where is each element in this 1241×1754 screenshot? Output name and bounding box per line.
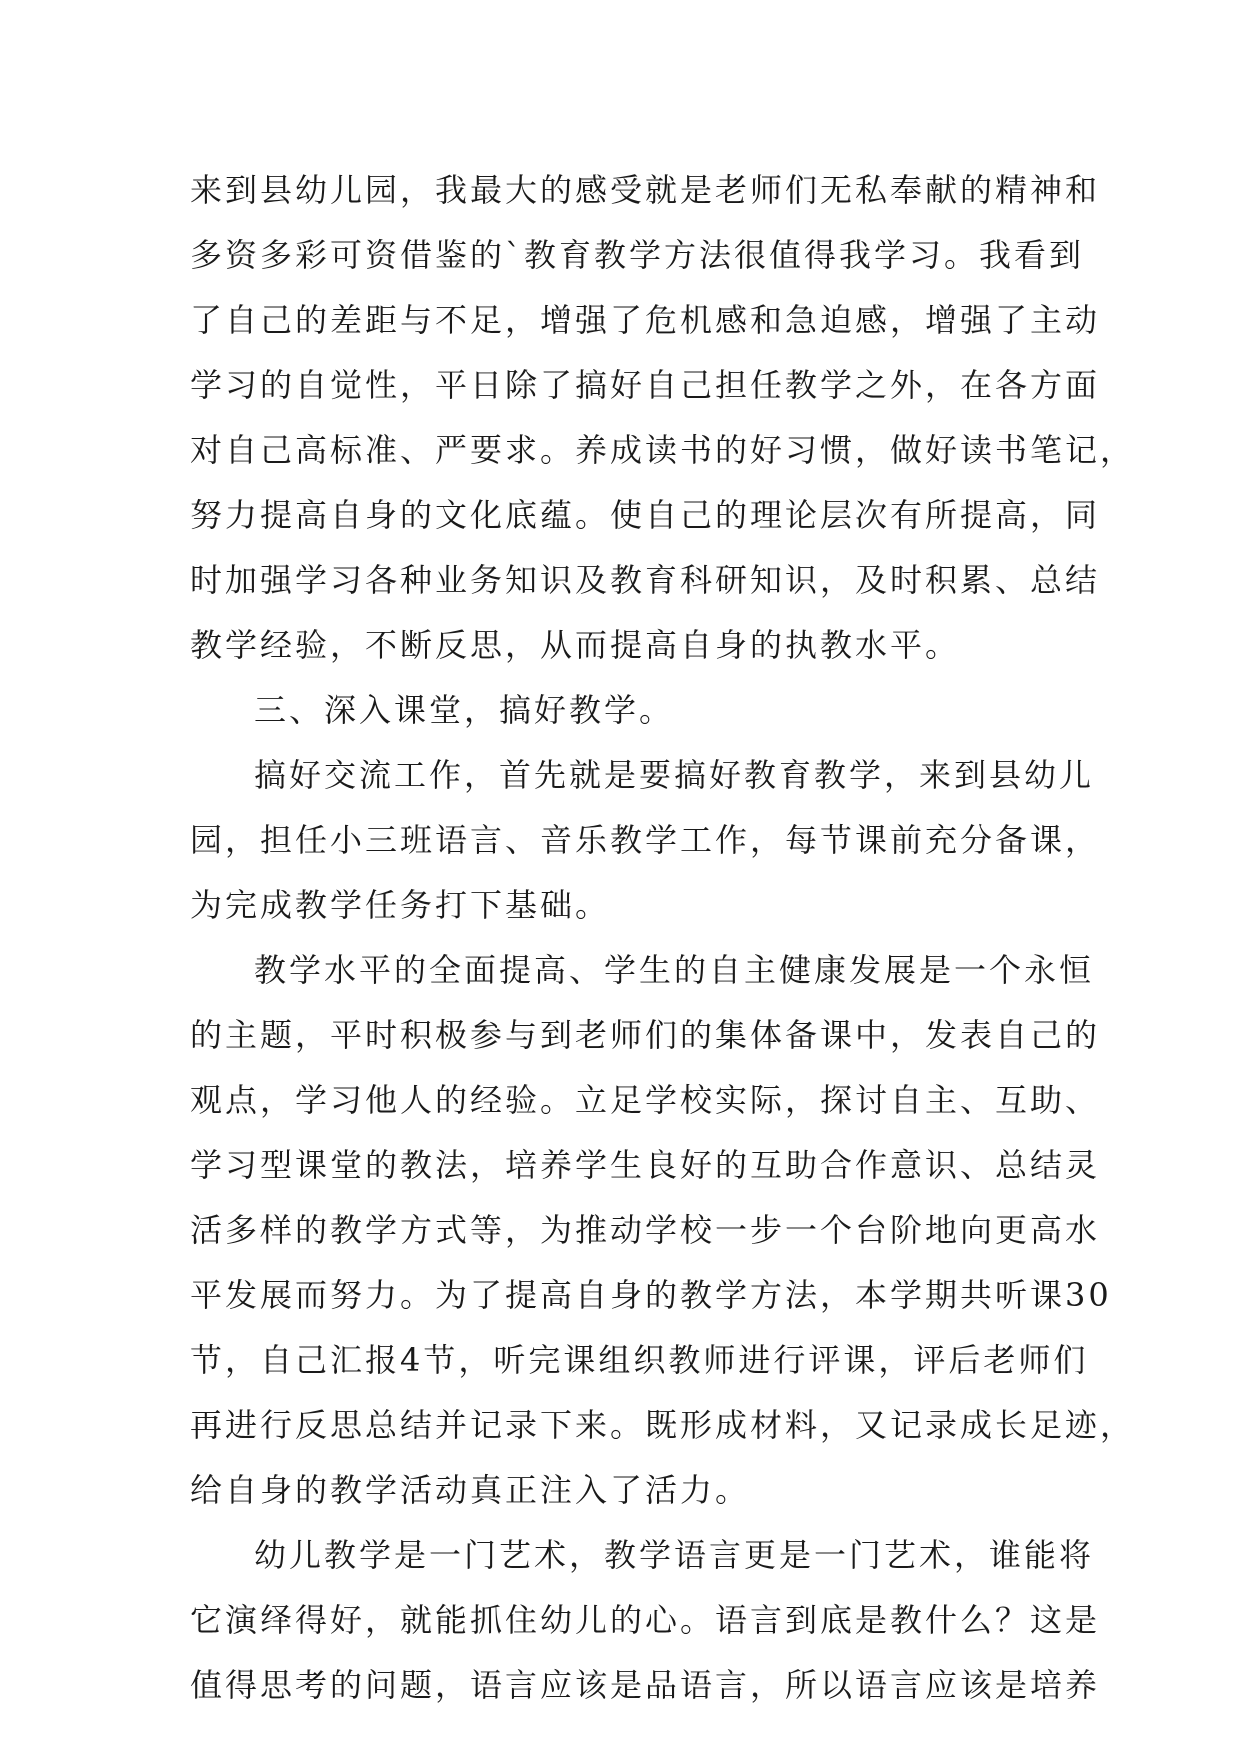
text-line: 为完成教学任务打下基础。	[190, 886, 611, 924]
text-line: 教学经验，不断反思，从而提高自身的执教水平。	[190, 626, 961, 664]
text-line: 的主题，平时积极参与到老师们的集体备课中，发表自己的	[190, 1016, 1101, 1054]
text-line: 多资多彩可资借鉴的`教育教学方法很值得我学习。我看到	[190, 236, 1085, 274]
text-line: 搞好交流工作，首先就是要搞好教育教学，来到县幼儿	[254, 756, 1095, 794]
text-line: 值得思考的问题，语言应该是品语言，所以语言应该是培养	[190, 1666, 1101, 1704]
text-line: 节，自己汇报4节，听完课组织教师进行评课，评后老师们	[190, 1341, 1089, 1379]
text-line: 活多样的教学方式等，为推动学校一步一个台阶地向更高水	[190, 1211, 1101, 1249]
text-line: 教学水平的全面提高、学生的自主健康发展是一个永恒	[254, 951, 1095, 989]
text-line: 给自身的教学活动真正注入了活力。	[190, 1471, 751, 1509]
text-line: 学习的自觉性，平日除了搞好自己担任教学之外，在各方面	[190, 366, 1101, 404]
text-line: 努力提高自身的文化底蕴。使自己的理论层次有所提高，同	[190, 496, 1101, 534]
text-line: 幼儿教学是一门艺术，教学语言更是一门艺术，谁能将	[254, 1536, 1095, 1574]
text-line: 了自己的差距与不足，增强了危机感和急迫感，增强了主动	[190, 301, 1101, 339]
text-line: 平发展而努力。为了提高自身的教学方法，本学期共听课30	[190, 1276, 1112, 1314]
text-line: 再进行反思总结并记录下来。既形成材料，又记录成长足迹，	[190, 1406, 1136, 1444]
text-line: 学习型课堂的教法，培养学生良好的互助合作意识、总结灵	[190, 1146, 1101, 1184]
text-line: 园，担任小三班语言、音乐教学工作，每节课前充分备课，	[190, 821, 1101, 859]
text-line: 对自己高标准、严要求。养成读书的好习惯，做好读书笔记，	[190, 431, 1136, 469]
text-line: 来到县幼儿园，我最大的感受就是老师们无私奉献的精神和	[190, 171, 1101, 209]
section-heading: 三、深入课堂，搞好教学。	[254, 691, 675, 729]
text-line: 时加强学习各种业务知识及教育科研知识，及时积累、总结	[190, 561, 1101, 599]
text-line: 观点，学习他人的经验。立足学校实际，探讨自主、互助、	[190, 1081, 1101, 1119]
text-line: 它演绎得好，就能抓住幼儿的心。语言到底是教什么？这是	[190, 1601, 1101, 1639]
